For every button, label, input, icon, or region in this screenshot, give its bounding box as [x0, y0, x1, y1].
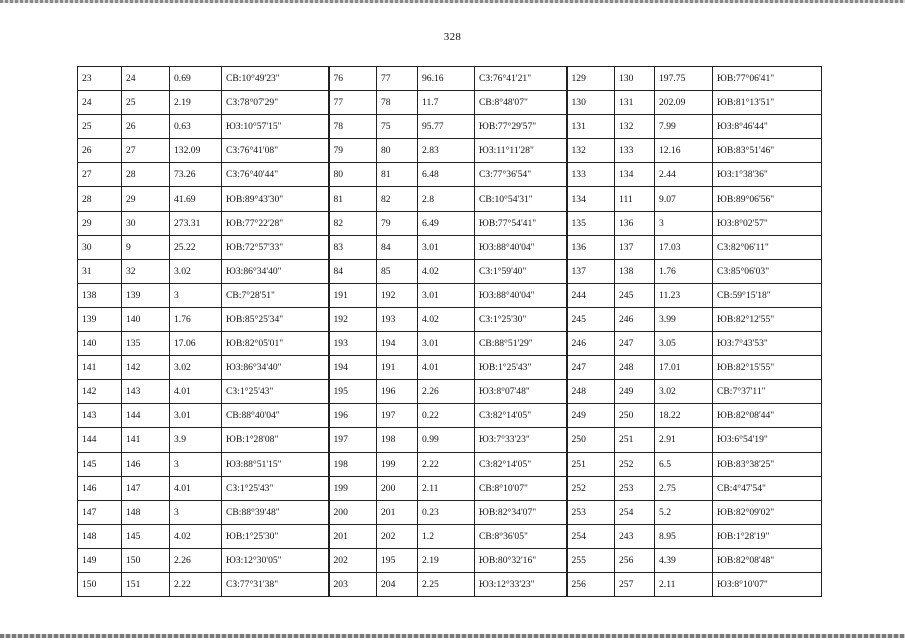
table-cell: 200	[329, 500, 377, 524]
table-cell: 251	[567, 452, 615, 476]
table-cell: 3.01	[418, 235, 475, 259]
table-cell: СЗ:76°40'44"	[222, 163, 329, 187]
table-cell: 193	[329, 332, 377, 356]
table-cell: 3	[655, 211, 713, 235]
table-cell: 76	[329, 67, 377, 91]
table-row	[78, 356, 822, 380]
table-cell: СЗ:1°25'43"	[222, 476, 329, 500]
table-cell: 204	[377, 572, 418, 596]
table-cell: 111	[615, 187, 655, 211]
table-cell: ЮВ:82°09'02"	[713, 500, 822, 524]
table-cell: 144	[78, 428, 122, 452]
table-cell: 137	[567, 259, 615, 283]
table-cell: 249	[615, 380, 655, 404]
table-cell: 30	[122, 211, 170, 235]
table-cell: 199	[329, 476, 377, 500]
table-cell: ЮВ:77°22'28"	[222, 211, 329, 235]
table-cell: ЮВ:77°29'57"	[475, 115, 567, 139]
table-cell: 201	[377, 500, 418, 524]
table-cell: 3	[170, 283, 222, 307]
table-cell: 4.01	[170, 476, 222, 500]
table-cell: 130	[567, 91, 615, 115]
table-cell: СЗ:82°14'05"	[475, 404, 567, 428]
table-cell: 140	[78, 332, 122, 356]
table-cell: 96.16	[418, 67, 475, 91]
table-cell: 2.75	[655, 476, 713, 500]
table-cell: 82	[377, 187, 418, 211]
table-cell: 28	[78, 187, 122, 211]
table-cell: 150	[78, 572, 122, 596]
table-cell: 77	[377, 67, 418, 91]
table-cell: 251	[615, 428, 655, 452]
table-cell: 135	[567, 211, 615, 235]
table-cell: 193	[377, 307, 418, 331]
table-cell: 255	[567, 548, 615, 572]
table-cell: 143	[122, 380, 170, 404]
table-cell: ЮВ:77°54'41"	[475, 211, 567, 235]
table-cell: 3.02	[655, 380, 713, 404]
table-cell: 30	[78, 235, 122, 259]
table-row	[78, 476, 822, 500]
table-cell: 145	[122, 524, 170, 548]
table-cell: 17.01	[655, 356, 713, 380]
table-cell: 246	[567, 332, 615, 356]
table-cell: 247	[567, 356, 615, 380]
table-cell: 132	[567, 139, 615, 163]
table-cell: СЗ:1°59'40"	[475, 259, 567, 283]
table-row	[78, 332, 822, 356]
table-row	[78, 404, 822, 428]
table-cell: 26	[122, 115, 170, 139]
table-cell: 199	[377, 452, 418, 476]
table-cell: 4.02	[418, 259, 475, 283]
table-cell: 245	[615, 283, 655, 307]
table-cell: 191	[329, 283, 377, 307]
table-cell: 3.02	[170, 356, 222, 380]
table-cell: 1.2	[418, 524, 475, 548]
table-cell: СВ:10°49'23"	[222, 67, 329, 91]
table-cell: 140	[122, 307, 170, 331]
table-cell: СЗ:76°41'08"	[222, 139, 329, 163]
table-cell: 147	[122, 476, 170, 500]
table-cell: 2.25	[418, 572, 475, 596]
table-cell: 132	[615, 115, 655, 139]
table-cell: 29	[78, 211, 122, 235]
table-cell: 2.19	[170, 91, 222, 115]
table-cell: ЮВ:85°25'34"	[222, 307, 329, 331]
table-cell: 31	[78, 259, 122, 283]
table-cell: 6.48	[418, 163, 475, 187]
table-cell: 25	[122, 91, 170, 115]
table-cell: 2.11	[655, 572, 713, 596]
table-cell: 202	[377, 524, 418, 548]
table-cell: ЮВ:89°43'30"	[222, 187, 329, 211]
table-cell: СВ:88°40'04"	[222, 404, 329, 428]
table-cell: 73.26	[170, 163, 222, 187]
table-cell: 4.02	[418, 307, 475, 331]
table-row	[78, 572, 822, 596]
table-cell: 196	[329, 404, 377, 428]
table-cell: 2.26	[418, 380, 475, 404]
table-cell: 146	[122, 452, 170, 476]
table-cell: 253	[615, 476, 655, 500]
table-cell: 192	[377, 283, 418, 307]
table-row	[78, 500, 822, 524]
table-cell: ЮВ:82°05'01"	[222, 332, 329, 356]
table-cell: 246	[615, 307, 655, 331]
table-cell: 28	[122, 163, 170, 187]
table-cell: 248	[567, 380, 615, 404]
table-cell: ЮВ:1°28'08"	[222, 428, 329, 452]
table-row	[78, 163, 822, 187]
table-cell: ЮВ:77°06'41"	[713, 67, 822, 91]
table-cell: 2.8	[418, 187, 475, 211]
table-cell: 249	[567, 404, 615, 428]
table-cell: ЮЗ:88°40'04"	[475, 283, 567, 307]
table-cell: 0.22	[418, 404, 475, 428]
table-cell: 77	[329, 91, 377, 115]
table-cell: 95.77	[418, 115, 475, 139]
table-cell: 78	[329, 115, 377, 139]
table-cell: 2.11	[418, 476, 475, 500]
table-cell: 25	[78, 115, 122, 139]
table-cell: 17.03	[655, 235, 713, 259]
table-cell: 23	[78, 67, 122, 91]
table-cell: 191	[377, 356, 418, 380]
table-row	[78, 91, 822, 115]
table-cell: 2.26	[170, 548, 222, 572]
table-cell: 141	[122, 428, 170, 452]
table-row	[78, 235, 822, 259]
table-cell: 146	[78, 476, 122, 500]
table-cell: ЮЗ:8°46'44"	[713, 115, 822, 139]
table-cell: 4.01	[170, 380, 222, 404]
table-cell: ЮВ:72°57'33"	[222, 235, 329, 259]
table-cell: 198	[329, 452, 377, 476]
table-cell: 9	[122, 235, 170, 259]
table-row	[78, 139, 822, 163]
table-cell: 256	[567, 572, 615, 596]
table-cell: СВ:8°48'07"	[475, 91, 567, 115]
table-cell: ЮЗ:88°51'15"	[222, 452, 329, 476]
table-cell: 139	[122, 283, 170, 307]
table-cell: 254	[567, 524, 615, 548]
table-cell: СВ:10°54'31"	[475, 187, 567, 211]
table-cell: ЮЗ:7°33'23"	[475, 428, 567, 452]
table-cell: 11.23	[655, 283, 713, 307]
table-row	[78, 524, 822, 548]
table-cell: СВ:88°39'48"	[222, 500, 329, 524]
table-cell: 3.9	[170, 428, 222, 452]
table-cell: 135	[122, 332, 170, 356]
table-row	[78, 67, 822, 91]
table-cell: 6.5	[655, 452, 713, 476]
table-cell: 1.76	[655, 259, 713, 283]
table-cell: 79	[329, 139, 377, 163]
table-cell: ЮВ:89°06'56"	[713, 187, 822, 211]
table-cell: СВ:7°37'11"	[713, 380, 822, 404]
table-cell: 2.83	[418, 139, 475, 163]
table-row	[78, 548, 822, 572]
table-cell: 198	[377, 428, 418, 452]
table-cell: ЮЗ:1°38'36"	[713, 163, 822, 187]
table-cell: 2.22	[418, 452, 475, 476]
table-cell: 41.69	[170, 187, 222, 211]
table-cell: 81	[329, 187, 377, 211]
table-cell: СВ:8°36'05"	[475, 524, 567, 548]
table-cell: 143	[78, 404, 122, 428]
table-cell: СЗ:77°36'54"	[475, 163, 567, 187]
table-cell: 17.06	[170, 332, 222, 356]
table-cell: 200	[377, 476, 418, 500]
table-cell: СВ:59°15'18"	[713, 283, 822, 307]
table-cell: 25.22	[170, 235, 222, 259]
table-cell: 75	[377, 115, 418, 139]
table-cell: 79	[377, 211, 418, 235]
table-cell: 203	[329, 572, 377, 596]
table-cell: ЮЗ:88°40'04"	[475, 235, 567, 259]
table-cell: 130	[615, 67, 655, 91]
table-cell: 248	[615, 356, 655, 380]
table-cell: 3.05	[655, 332, 713, 356]
table-cell: 151	[122, 572, 170, 596]
table-cell: 195	[377, 548, 418, 572]
table-cell: ЮВ:82°08'48"	[713, 548, 822, 572]
table-cell: 0.23	[418, 500, 475, 524]
table-cell: ЮВ:82°34'07"	[475, 500, 567, 524]
table-cell: 3	[170, 500, 222, 524]
table-cell: 84	[329, 259, 377, 283]
table-cell: 145	[78, 452, 122, 476]
table-row	[78, 115, 822, 139]
table-cell: 9.07	[655, 187, 713, 211]
table-row	[78, 452, 822, 476]
table-cell: 2.91	[655, 428, 713, 452]
table-cell: 6.49	[418, 211, 475, 235]
table-cell: 244	[567, 283, 615, 307]
table-cell: СЗ:1°25'43"	[222, 380, 329, 404]
table-cell: 24	[122, 67, 170, 91]
table-cell: 27	[122, 139, 170, 163]
table-cell: 2.44	[655, 163, 713, 187]
table-row	[78, 211, 822, 235]
table-cell: СЗ:85°06'03"	[713, 259, 822, 283]
table-cell: 80	[329, 163, 377, 187]
table-cell: 3	[170, 452, 222, 476]
table-cell: 138	[78, 283, 122, 307]
table-cell: 4.02	[170, 524, 222, 548]
table-cell: 131	[567, 115, 615, 139]
table-cell: ЮЗ:11°11'28"	[475, 139, 567, 163]
table-cell: 3.99	[655, 307, 713, 331]
table-cell: ЮЗ:8°02'57"	[713, 211, 822, 235]
scan-bottom-edge	[0, 634, 905, 638]
table-cell: СВ:7°28'51"	[222, 283, 329, 307]
table-cell: 7.99	[655, 115, 713, 139]
table-cell: ЮВ:1°28'19"	[713, 524, 822, 548]
page-number: 328	[443, 31, 462, 43]
table-cell: 252	[567, 476, 615, 500]
table-cell: ЮВ:1°25'43"	[475, 356, 567, 380]
table-cell: 85	[377, 259, 418, 283]
table-cell: 3.01	[418, 332, 475, 356]
table-cell: 202.09	[655, 91, 713, 115]
table-cell: 3.01	[418, 283, 475, 307]
table-row	[78, 187, 822, 211]
table-cell: 148	[122, 500, 170, 524]
table-cell: 8.95	[655, 524, 713, 548]
table-cell: 254	[615, 500, 655, 524]
table-cell: 129	[567, 67, 615, 91]
table-cell: ЮЗ:12°30'05"	[222, 548, 329, 572]
table-cell: СЗ:82°14'05"	[475, 452, 567, 476]
table-cell: 0.63	[170, 115, 222, 139]
table-cell: 202	[329, 548, 377, 572]
table-cell: 5.2	[655, 500, 713, 524]
table-cell: 27	[78, 163, 122, 187]
table-cell: СЗ:82°06'11"	[713, 235, 822, 259]
table-cell: ЮЗ:86°34'40"	[222, 259, 329, 283]
table-cell: 2.22	[170, 572, 222, 596]
table-cell: 0.69	[170, 67, 222, 91]
table-cell: 141	[78, 356, 122, 380]
table-cell: 196	[377, 380, 418, 404]
table-cell: 3.02	[170, 259, 222, 283]
table-cell: ЮЗ:7°43'53"	[713, 332, 822, 356]
table-cell: ЮЗ:12°33'23"	[475, 572, 567, 596]
table-cell: 257	[615, 572, 655, 596]
table-cell: ЮЗ:10°57'15"	[222, 115, 329, 139]
table-cell: ЮЗ:8°07'48"	[475, 380, 567, 404]
table-cell: 250	[567, 428, 615, 452]
table-cell: ЮЗ:6°54'19"	[713, 428, 822, 452]
table-cell: 1.76	[170, 307, 222, 331]
table-cell: СЗ:1°25'30"	[475, 307, 567, 331]
table-cell: 83	[329, 235, 377, 259]
table-cell: 201	[329, 524, 377, 548]
table-cell: 132.09	[170, 139, 222, 163]
table-row	[78, 259, 822, 283]
scan-top-edge	[0, 0, 905, 3]
table-cell: СВ:4°47'54"	[713, 476, 822, 500]
table-cell: 144	[122, 404, 170, 428]
table-cell: 197.75	[655, 67, 713, 91]
table-cell: ЮВ:81°13'51"	[713, 91, 822, 115]
table-cell: 139	[78, 307, 122, 331]
table-cell: 252	[615, 452, 655, 476]
table-cell: ЮВ:80°32'16"	[475, 548, 567, 572]
table-cell: 18.22	[655, 404, 713, 428]
table-cell: ЮВ:82°08'44"	[713, 404, 822, 428]
table-cell: 84	[377, 235, 418, 259]
table-cell: СЗ:77°31'38"	[222, 572, 329, 596]
table-cell: ЮВ:1°25'30"	[222, 524, 329, 548]
table-row	[78, 307, 822, 331]
table-cell: СВ:8°10'07"	[475, 476, 567, 500]
table-cell: ЮЗ:86°34'40"	[222, 356, 329, 380]
table-cell: 192	[329, 307, 377, 331]
table-cell: 243	[615, 524, 655, 548]
table-cell: ЮВ:83°38'25"	[713, 452, 822, 476]
table-cell: 12.16	[655, 139, 713, 163]
table-cell: 142	[78, 380, 122, 404]
table-cell: 81	[377, 163, 418, 187]
table-cell: 195	[329, 380, 377, 404]
table-cell: 197	[377, 404, 418, 428]
table-cell: 149	[78, 548, 122, 572]
table-cell: 134	[567, 187, 615, 211]
table-cell: 138	[615, 259, 655, 283]
table-cell: 3.01	[170, 404, 222, 428]
table-cell: 80	[377, 139, 418, 163]
table-cell: 148	[78, 524, 122, 548]
table-row	[78, 283, 822, 307]
table-cell: 256	[615, 548, 655, 572]
table-cell: 197	[329, 428, 377, 452]
table-cell: 4.39	[655, 548, 713, 572]
table-cell: 0.99	[418, 428, 475, 452]
survey-coordinates-table	[77, 66, 822, 597]
table-cell: 245	[567, 307, 615, 331]
table-cell: 29	[122, 187, 170, 211]
table-cell: ЮВ:82°15'55"	[713, 356, 822, 380]
table-row	[78, 380, 822, 404]
table-cell: 11.7	[418, 91, 475, 115]
table-cell: 78	[377, 91, 418, 115]
table-cell: СЗ:78°07'29"	[222, 91, 329, 115]
table-cell: 2.19	[418, 548, 475, 572]
table-body	[78, 67, 822, 597]
table-cell: 133	[567, 163, 615, 187]
table-cell: СЗ:76°41'21"	[475, 67, 567, 91]
table-cell: СВ:88°51'29"	[475, 332, 567, 356]
table-cell: ЮЗ:8°10'07"	[713, 572, 822, 596]
table-cell: 137	[615, 235, 655, 259]
table-cell: ЮВ:83°51'46"	[713, 139, 822, 163]
table-cell: 26	[78, 139, 122, 163]
table-cell: 131	[615, 91, 655, 115]
table-cell: 82	[329, 211, 377, 235]
table-cell: 136	[567, 235, 615, 259]
table-cell: 133	[615, 139, 655, 163]
table-cell: 253	[567, 500, 615, 524]
table-cell: 147	[78, 500, 122, 524]
table-row	[78, 428, 822, 452]
table-cell: 142	[122, 356, 170, 380]
table-cell: 250	[615, 404, 655, 428]
table-cell: ЮВ:82°12'55"	[713, 307, 822, 331]
table-cell: 24	[78, 91, 122, 115]
table-cell: 247	[615, 332, 655, 356]
table-cell: 136	[615, 211, 655, 235]
table-cell: 4.01	[418, 356, 475, 380]
table-cell: 273.31	[170, 211, 222, 235]
table-cell: 32	[122, 259, 170, 283]
table-cell: 194	[377, 332, 418, 356]
table-cell: 134	[615, 163, 655, 187]
table-cell: 194	[329, 356, 377, 380]
table-cell: 150	[122, 548, 170, 572]
